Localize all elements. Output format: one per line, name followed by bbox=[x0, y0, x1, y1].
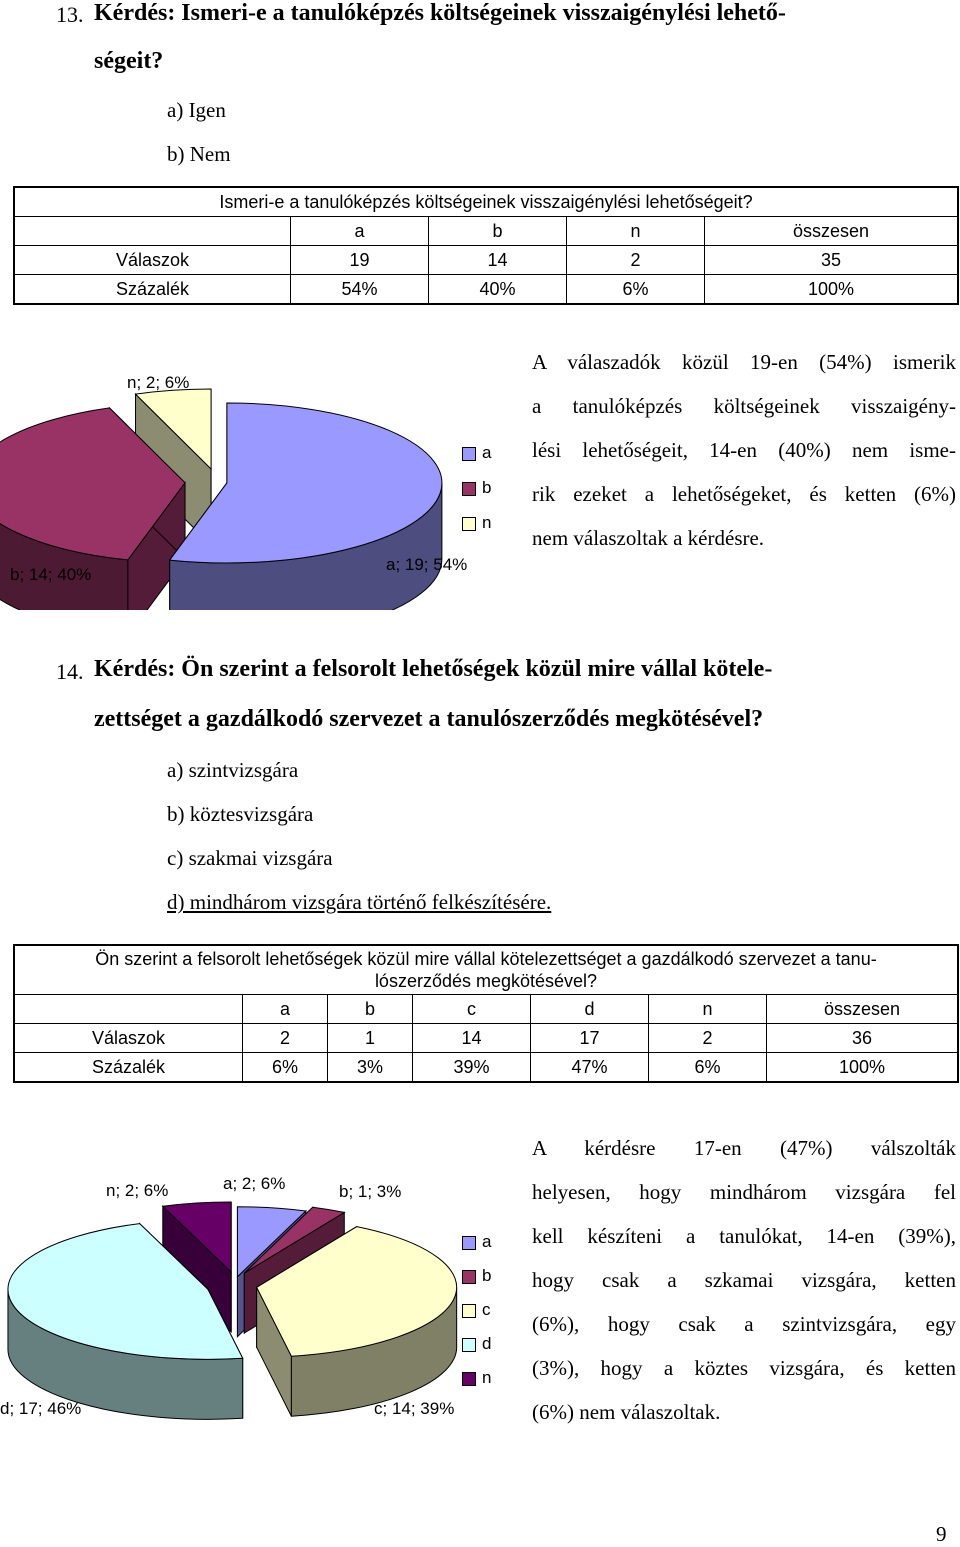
q13-label-a: a; 19; 54% bbox=[386, 555, 468, 574]
q13-option-a: a) Igen bbox=[167, 98, 226, 122]
table-row bbox=[14, 275, 958, 305]
table-row bbox=[14, 1024, 958, 1053]
q13-th-a: a bbox=[291, 217, 429, 246]
q13-title-line2: ségeit? bbox=[94, 48, 164, 74]
q14-cell: Válaszok bbox=[14, 1024, 243, 1053]
paragraph-line: (3%), hogy a köztes vizsgára, és ketten bbox=[532, 1356, 956, 1380]
q14-cell: Százalék bbox=[14, 1053, 243, 1083]
q14-cell: 17 bbox=[531, 1024, 649, 1053]
paragraph-line: hogy csak a szkamai vizsgára, ketten bbox=[532, 1268, 956, 1292]
paragraph-line: (6%), hogy csak a szintvizsgára, egy bbox=[532, 1312, 956, 1336]
legend-label-n: n bbox=[482, 1368, 492, 1387]
q14-paragraph bbox=[532, 1126, 956, 1434]
q14-option-c: c) szakmai vizsgára bbox=[167, 846, 333, 870]
legend-swatch-n bbox=[462, 517, 476, 531]
q13-cell: Válaszok bbox=[14, 246, 291, 275]
q13-table bbox=[13, 186, 959, 305]
legend-swatch-n bbox=[462, 1372, 476, 1386]
table-row bbox=[14, 1053, 958, 1083]
legend-swatch-a bbox=[462, 1236, 476, 1250]
q14-cell: 3% bbox=[328, 1053, 413, 1083]
q14-cell: 6% bbox=[649, 1053, 767, 1083]
paragraph-line: A kérdésre 17-en (47%) válszolták bbox=[532, 1136, 956, 1160]
legend-label-n: n bbox=[482, 513, 492, 532]
q13-cell: 19 bbox=[291, 246, 429, 275]
legend-swatch-a bbox=[462, 447, 476, 461]
q13-label-n: n; 2; 6% bbox=[127, 373, 190, 392]
q14-table-title-line1: Ön szerint a felsorolt lehetőségek közül mire vállal kötelezettséget a gazdálkodó szervezet a tanu- bbox=[95, 949, 877, 969]
q13-table-title: Ismeri-e a tanulóképzés költségeinek visszaigénylési lehetőségeit? bbox=[14, 187, 958, 217]
q14-table-title-line2: lószerződés megkötésével? bbox=[374, 971, 598, 991]
q13-title-line1: Kérdés: Ismeri-e a tanulóképzés költségeinek visszaigénylési lehető- bbox=[94, 0, 786, 26]
q14-th-c: c bbox=[413, 995, 531, 1024]
paragraph-line: (6%) nem válaszoltak. bbox=[532, 1400, 721, 1424]
q14-label-b: b; 1; 3% bbox=[339, 1182, 402, 1201]
q13-cell: 2 bbox=[567, 246, 705, 275]
legend-label-b: b bbox=[482, 1266, 492, 1285]
q14-number: 14. bbox=[56, 659, 84, 684]
q14-th-total: összesen bbox=[767, 995, 959, 1024]
q14-label-c: c; 14; 39% bbox=[374, 1399, 455, 1418]
legend-swatch-d bbox=[462, 1338, 476, 1352]
q14-cell: 47% bbox=[531, 1053, 649, 1083]
q13-cell: 100% bbox=[705, 275, 959, 305]
q13-th-total: összesen bbox=[705, 217, 959, 246]
q14-th-empty bbox=[14, 995, 243, 1024]
q14-cell: 2 bbox=[243, 1024, 328, 1053]
q13-option-b: b) Nem bbox=[167, 142, 231, 166]
paragraph-line: rik ezeket a lehetőségeket, és ketten (6%) bbox=[532, 482, 956, 506]
legend-label-a: a bbox=[482, 1232, 492, 1251]
legend-swatch-b bbox=[462, 1270, 476, 1284]
q14-option-d: d) mindhárom vizsgára történő felkészítésére. bbox=[167, 890, 552, 914]
paragraph-line: a tanulóképzés költségeinek visszaigény- bbox=[532, 394, 956, 418]
q14-th-b: b bbox=[328, 995, 413, 1024]
q13-cell: 40% bbox=[429, 275, 567, 305]
q13-number: 13. bbox=[56, 2, 84, 27]
q13-th-b: b bbox=[429, 217, 567, 246]
paragraph-line: nem válaszoltak a kérdésre. bbox=[532, 526, 765, 550]
legend-swatch-b bbox=[462, 482, 476, 496]
q13-paragraph bbox=[532, 340, 956, 560]
q14-table bbox=[13, 944, 959, 1083]
q14-label-n: n; 2; 6% bbox=[106, 1181, 169, 1200]
q13-cell: 6% bbox=[567, 275, 705, 305]
q14-cell: 2 bbox=[649, 1024, 767, 1053]
q14-cell: 1 bbox=[328, 1024, 413, 1053]
legend-swatch-c bbox=[462, 1304, 476, 1318]
q14-cell: 36 bbox=[767, 1024, 959, 1053]
q14-th-a: a bbox=[243, 995, 328, 1024]
legend-label-c: c bbox=[482, 1300, 491, 1319]
q14-cell: 100% bbox=[767, 1053, 959, 1083]
q14-option-b: b) köztesvizsgára bbox=[167, 802, 314, 826]
q13-cell: 54% bbox=[291, 275, 429, 305]
q13-th-empty bbox=[14, 217, 291, 246]
legend-label-a: a bbox=[482, 443, 492, 462]
q14-cell: 14 bbox=[413, 1024, 531, 1053]
q13-cell: 14 bbox=[429, 246, 567, 275]
q13-th-n: n bbox=[567, 217, 705, 246]
paragraph-line: lési lehetőségeit, 14-en (40%) nem isme- bbox=[532, 438, 956, 462]
q14-title-line2: zettséget a gazdálkodó szervezet a tanulószerződés megkötésével? bbox=[94, 706, 764, 732]
q14-title-line1: Kérdés: Ön szerint a felsorolt lehetőségek közül mire vállal kötele- bbox=[94, 656, 773, 682]
q14-th-n: n bbox=[649, 995, 767, 1024]
q14-cell: 6% bbox=[243, 1053, 328, 1083]
legend-label-b: b bbox=[482, 478, 492, 497]
legend-label-d: d bbox=[482, 1334, 492, 1353]
q14-th-d: d bbox=[531, 995, 649, 1024]
q14-option-a: a) szintvizsgára bbox=[167, 758, 299, 782]
q14-label-a: a; 2; 6% bbox=[223, 1174, 286, 1193]
table-row bbox=[14, 246, 958, 275]
q13-cell: 35 bbox=[705, 246, 959, 275]
paragraph-line: helyesen, hogy mindhárom vizsgára fel bbox=[532, 1180, 956, 1204]
q14-table-title bbox=[14, 945, 958, 995]
paragraph-line: A válaszadók közül 19-en (54%) ismerik bbox=[532, 350, 956, 374]
q14-pie-chart bbox=[0, 1160, 520, 1430]
page-number: 9 bbox=[936, 1522, 947, 1546]
q14-cell: 39% bbox=[413, 1053, 531, 1083]
q13-label-b: b; 14; 40% bbox=[10, 565, 92, 584]
q13-cell: Százalék bbox=[14, 275, 291, 305]
q14-label-d: d; 17; 46% bbox=[0, 1399, 82, 1418]
paragraph-line: kell készíteni a tanulókat, 14-en (39%), bbox=[532, 1224, 956, 1248]
